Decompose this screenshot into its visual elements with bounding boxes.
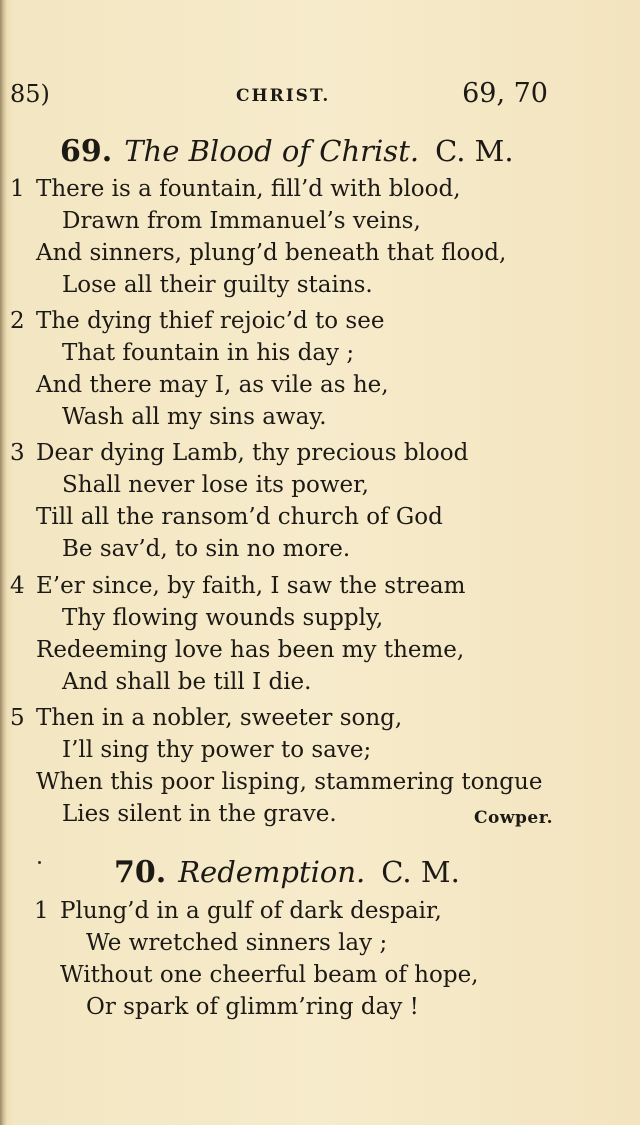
- verse-line: Then in a nobler, sweeter song,: [36, 705, 403, 731]
- verse-number: 5: [10, 705, 25, 731]
- page-gutter-edge: [0, 0, 7, 1125]
- verse-number: 1: [10, 176, 25, 202]
- verse-line: And shall be till I die.: [62, 669, 312, 695]
- verse-line: There is a fountain, fill’d with blood,: [36, 176, 461, 202]
- verse-line: Drawn from Immanuel’s veins,: [62, 208, 421, 234]
- verse-line: Plung’d in a gulf of dark despair,: [60, 898, 442, 924]
- verse-line: Or spark of glimm’ring day !: [86, 994, 419, 1020]
- verse-number: 2: [10, 308, 25, 334]
- verse-line: Till all the ransom’d church of God: [36, 504, 443, 530]
- ink-speck: [38, 861, 41, 864]
- verse-line: That fountain in his day ;: [62, 340, 355, 366]
- verse-line: And sinners, plung’d beneath that flood,: [36, 240, 507, 266]
- verse-line: E’er since, by faith, I saw the stream: [36, 573, 466, 599]
- verse-number: 4: [10, 573, 25, 599]
- header-section-title: CHRIST.: [236, 86, 331, 106]
- verse-line: Redeeming love has been my theme,: [36, 637, 465, 663]
- verse-number: 3: [10, 440, 25, 466]
- running-header: [0, 76, 640, 110]
- verse-line: We wretched sinners lay ;: [86, 930, 388, 956]
- hymn-author: Cowper.: [474, 808, 554, 828]
- verse-line: Without one cheerful beam of hope,: [60, 962, 479, 988]
- verse-line: I’ll sing thy power to save;: [62, 737, 372, 763]
- hymn-name: Redemption.: [178, 855, 366, 889]
- header-hymn-range: 69, 70: [462, 78, 548, 109]
- header-page-fragment: 85): [10, 80, 50, 108]
- hymn-meter: C. M.: [381, 855, 460, 889]
- verse-line: The dying thief rejoic’d to see: [36, 308, 385, 334]
- verse-line: Lose all their guilty stains.: [62, 272, 373, 298]
- verse-line: And there may I, as vile as he,: [36, 372, 389, 398]
- verse-number: 1: [34, 898, 49, 924]
- hymn-meter: C. M.: [435, 134, 514, 168]
- verse-line: Wash all my sins away.: [62, 404, 327, 430]
- hymn-name: The Blood of Christ.: [124, 134, 420, 168]
- hymn-number: 70.: [114, 855, 167, 890]
- verse-line: Shall never lose its power,: [62, 472, 369, 498]
- hymn-number: 69.: [60, 134, 113, 169]
- verse-line: Thy flowing wounds supply,: [62, 605, 384, 631]
- verse-line: When this poor lisping, stammering tongue: [36, 769, 543, 795]
- verse-line: Dear dying Lamb, thy precious blood: [36, 440, 469, 466]
- verse-line: Be sav’d, to sin no more.: [62, 536, 351, 562]
- hymn-69-title: [60, 134, 514, 169]
- verse-line: Lies silent in the grave.: [62, 801, 337, 827]
- hymn-70-title: [114, 855, 460, 890]
